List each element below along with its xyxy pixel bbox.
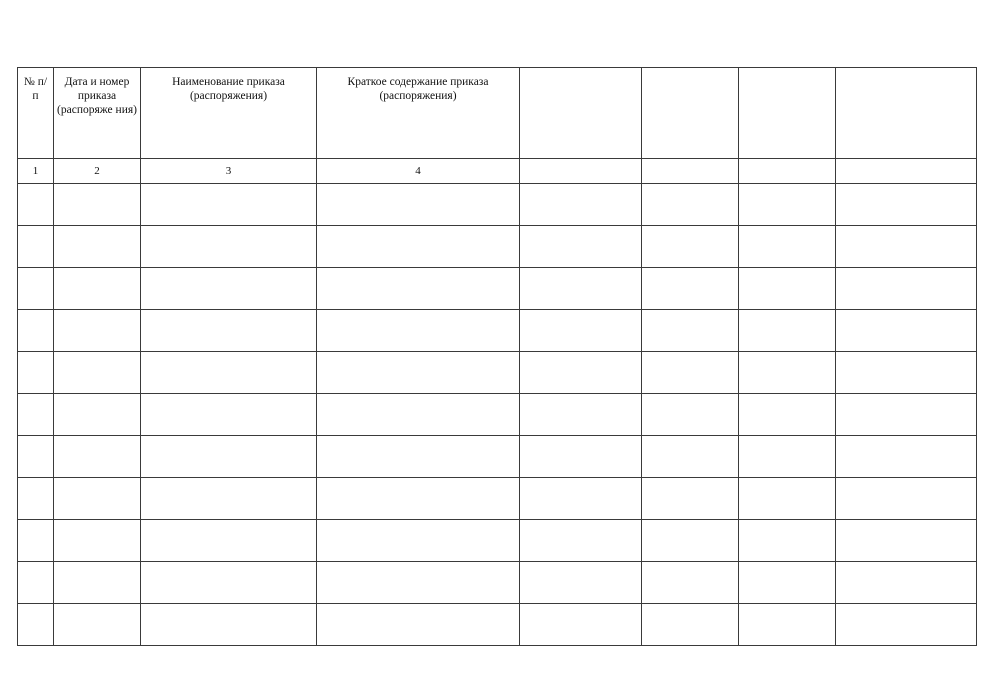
- table-cell: [836, 436, 977, 478]
- table-cell: [739, 562, 836, 604]
- table-cell: [54, 184, 141, 226]
- orders-register-table: [17, 67, 977, 646]
- table-cell: [520, 268, 642, 310]
- table-cell: [54, 562, 141, 604]
- table-cell: [317, 310, 520, 352]
- column-number-cell: [836, 159, 977, 184]
- table-body: [18, 184, 977, 646]
- column-number-cell: 3: [141, 159, 317, 184]
- table-cell: [836, 520, 977, 562]
- table-cell: [642, 478, 739, 520]
- header-cell-number: [18, 68, 54, 159]
- column-number-cell: 1: [18, 159, 54, 184]
- table-cell: [642, 226, 739, 268]
- table-cell: [18, 184, 54, 226]
- table-cell: [54, 478, 141, 520]
- table-cell: [54, 394, 141, 436]
- table-cell: [520, 562, 642, 604]
- table-cell: [18, 478, 54, 520]
- table-row: [18, 310, 977, 352]
- table-cell: [317, 394, 520, 436]
- table-cell: [18, 604, 54, 646]
- table-cell: [141, 520, 317, 562]
- table-cell: [141, 562, 317, 604]
- table-row: [18, 394, 977, 436]
- table-cell: [520, 604, 642, 646]
- table-cell: [739, 184, 836, 226]
- table-cell: [317, 184, 520, 226]
- table-cell: [836, 226, 977, 268]
- table-row: [18, 520, 977, 562]
- header-label: № п/п: [23, 76, 48, 102]
- table-cell: [141, 352, 317, 394]
- header-cell-6: [642, 68, 739, 159]
- table-cell: [520, 352, 642, 394]
- table-cell: [317, 436, 520, 478]
- table-cell: [54, 436, 141, 478]
- table-cell: [141, 478, 317, 520]
- table-cell: [642, 310, 739, 352]
- table-cell: [520, 226, 642, 268]
- table-cell: [18, 352, 54, 394]
- column-number-cell: [642, 159, 739, 184]
- table-cell: [54, 310, 141, 352]
- table-cell: [141, 394, 317, 436]
- column-number-cell: [520, 159, 642, 184]
- table-cell: [520, 478, 642, 520]
- table-cell: [642, 604, 739, 646]
- table-cell: [642, 562, 739, 604]
- table-cell: [836, 478, 977, 520]
- table-cell: [18, 310, 54, 352]
- table-cell: [642, 394, 739, 436]
- table-cell: [18, 562, 54, 604]
- table-cell: [739, 268, 836, 310]
- table-cell: [739, 310, 836, 352]
- header-cell-order-name: [141, 68, 317, 159]
- table-cell: [317, 604, 520, 646]
- table-cell: [317, 268, 520, 310]
- table-row: [18, 352, 977, 394]
- table-cell: [317, 226, 520, 268]
- table-row: [18, 268, 977, 310]
- table-cell: [141, 268, 317, 310]
- table-cell: [317, 478, 520, 520]
- table-cell: [642, 184, 739, 226]
- column-number-cell: 4: [317, 159, 520, 184]
- table-cell: [642, 352, 739, 394]
- table-cell: [317, 562, 520, 604]
- table-cell: [520, 520, 642, 562]
- table-cell: [642, 520, 739, 562]
- table-cell: [642, 268, 739, 310]
- table-cell: [54, 352, 141, 394]
- table-cell: [520, 394, 642, 436]
- table-row: [18, 184, 977, 226]
- table-cell: [836, 184, 977, 226]
- column-number-cell: 2: [54, 159, 141, 184]
- table-cell: [739, 394, 836, 436]
- table-row: [18, 436, 977, 478]
- table-cell: [317, 520, 520, 562]
- table-cell: [739, 478, 836, 520]
- header-cell-7: [739, 68, 836, 159]
- header-cell-date-number: [54, 68, 141, 159]
- table-cell: [18, 394, 54, 436]
- table-cell: [520, 184, 642, 226]
- table-cell: [739, 352, 836, 394]
- table-row: [18, 478, 977, 520]
- table-cell: [836, 562, 977, 604]
- table-cell: [836, 268, 977, 310]
- table-cell: [739, 226, 836, 268]
- header-cell-8: [836, 68, 977, 159]
- table-cell: [836, 352, 977, 394]
- table-cell: [54, 604, 141, 646]
- table-cell: [18, 520, 54, 562]
- table-cell: [54, 268, 141, 310]
- table-cell: [141, 436, 317, 478]
- header-cell-5: [520, 68, 642, 159]
- header-label: Наименование приказа (распоряжения): [172, 76, 285, 102]
- document-sheet: [17, 67, 977, 646]
- table-cell: [836, 394, 977, 436]
- table-cell: [739, 604, 836, 646]
- table-cell: [141, 604, 317, 646]
- table-row: [18, 226, 977, 268]
- table-cell: [739, 520, 836, 562]
- table-row: [18, 562, 977, 604]
- table-cell: [18, 268, 54, 310]
- header-label: Краткое содержание приказа (распоряжения): [347, 76, 489, 102]
- table-cell: [642, 436, 739, 478]
- table-cell: [836, 310, 977, 352]
- column-number-cell: [739, 159, 836, 184]
- table-cell: [54, 520, 141, 562]
- header-label: Дата и номер приказа (распоряже ния): [57, 76, 137, 116]
- table-cell: [739, 436, 836, 478]
- table-cell: [18, 226, 54, 268]
- table-row: [18, 604, 977, 646]
- table-cell: [54, 226, 141, 268]
- table-cell: [520, 436, 642, 478]
- header-row: [18, 68, 977, 159]
- column-number-row: [18, 159, 977, 184]
- table-cell: [836, 604, 977, 646]
- table-cell: [520, 310, 642, 352]
- table-cell: [317, 352, 520, 394]
- table-cell: [18, 436, 54, 478]
- table-cell: [141, 226, 317, 268]
- table-cell: [141, 310, 317, 352]
- header-cell-order-summary: [317, 68, 520, 159]
- table-cell: [141, 184, 317, 226]
